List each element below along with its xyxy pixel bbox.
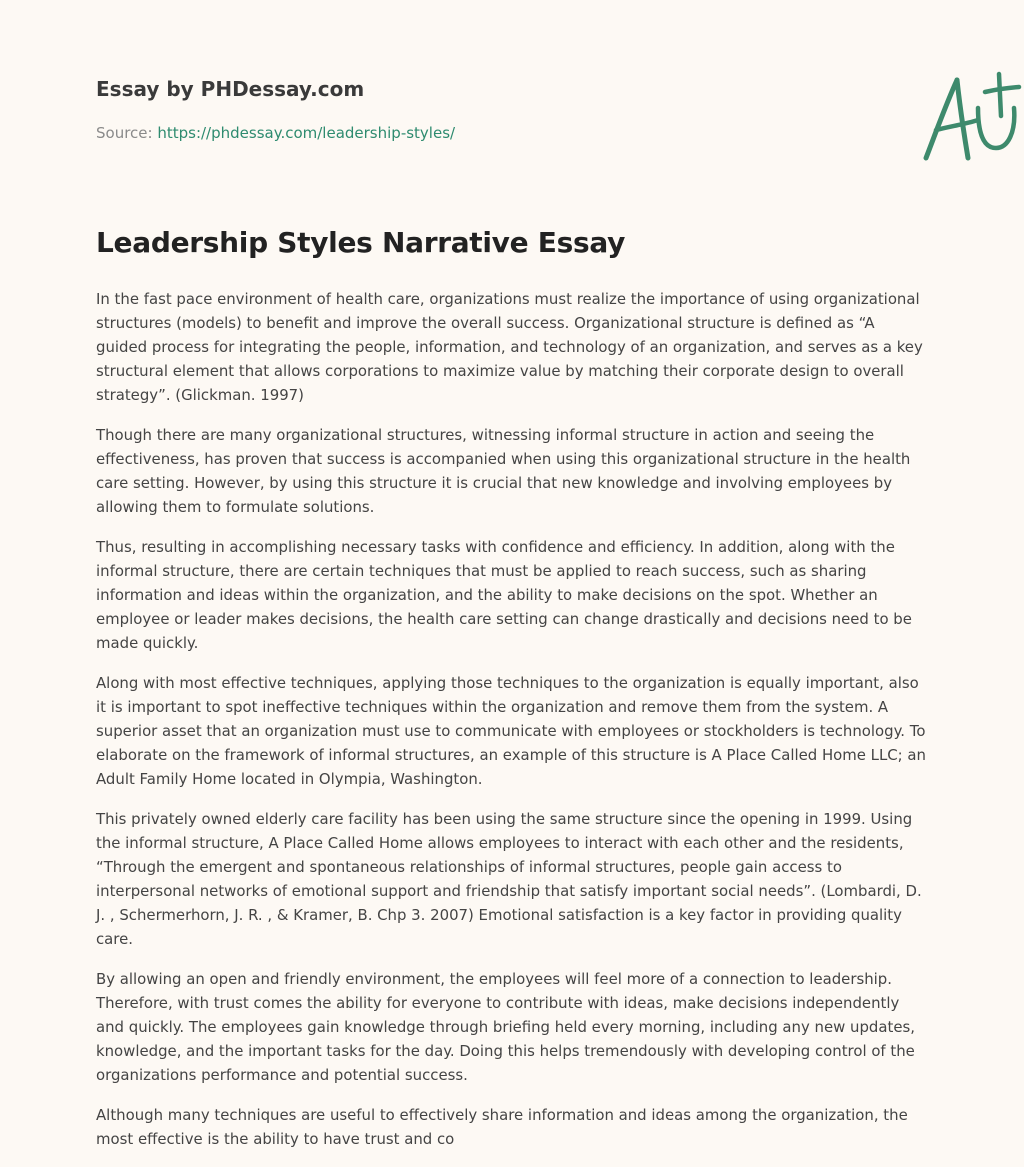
essay-title: Leadership Styles Narrative Essay [96, 226, 626, 259]
a-plus-logo-icon [922, 68, 1024, 164]
essay-paragraph-6: By allowing an open and friendly environment, the employees will feel more of a connection to leadership. Therefore, with trust comes the ability for everyone to contribute with ideas, make decisions independently and quickly. The employees gain knowledge through briefing held every morning, including any new updates, knowledge, and the important tasks for the day. Doing this helps tremendously with developing control of the organizations performance and potential success. [96, 970, 915, 1084]
site-title: Essay by PHDessay.com [96, 77, 365, 101]
essay-paragraph-5: This privately owned elderly care facility has been using the same structure since the opening in 1999. Using the informal structure, A Place Called Home allows employees to interact with each other and the residents, “Through the emergent and spontaneous relationships of informal structures, people gain access to interpersonal networks of emotional support and friendship that satisfy important social needs”. (Lombardi, D. J. , Schermerhorn, J. R. , & Kramer, B. Chp 3. 2007) Emotional satisfaction is a key factor in providing quality care. [96, 810, 922, 948]
essay-paragraph-4: Along with most effective techniques, applying those techniques to the organization is equally important, also it is important to spot ineffective techniques within the organization and remove them from the system. A superior asset that an organization must use to communicate with employees or stockholders is technology. To elaborate on the framework of informal structures, an example of this structure is A Place Called Home LLC; an Adult Family Home located in Olympia, Washington. [96, 674, 926, 788]
essay-paragraph-2: Though there are many organizational structures, witnessing informal structure in action and seeing the effectiveness, has proven that success is accompanied when using this organizational structure in the health care setting. However, by using this structure it is crucial that new knowledge and involving employees by allowing them to formulate solutions. [96, 426, 911, 516]
essay-paragraph-7: Although many techniques are useful to effectively share information and ideas among the organization, the most effective is the ability to have trust and co [96, 1106, 908, 1148]
essay-paragraph-3: Thus, resulting in accomplishing necessary tasks with confidence and efficiency. In addition, along with the informal structure, there are certain techniques that must be applied to reach success, such as sharing information and ideas within the organization, and the ability to make decisions on the spot. Whether an employee or leader makes decisions, the health care setting can change drastically and decisions need to be made quickly. [96, 538, 912, 652]
essay-body [96, 287, 928, 1167]
essay-paragraph-1: In the fast pace environment of health care, organizations must realize the importance of using organizational structures (models) to benefit and improve the overall success. Organizational structure is defined as “A guided process for integrating the people, information, and technology of an organization, and serves as a key structural element that allows corporations to maximize value by matching their corporate design to overall strategy”. (Glickman. 1997) [96, 290, 923, 404]
source-label: Source: [96, 124, 158, 142]
source-link[interactable]: https://phdessay.com/leadership-styles/ [157, 124, 456, 142]
source-line [96, 124, 455, 142]
